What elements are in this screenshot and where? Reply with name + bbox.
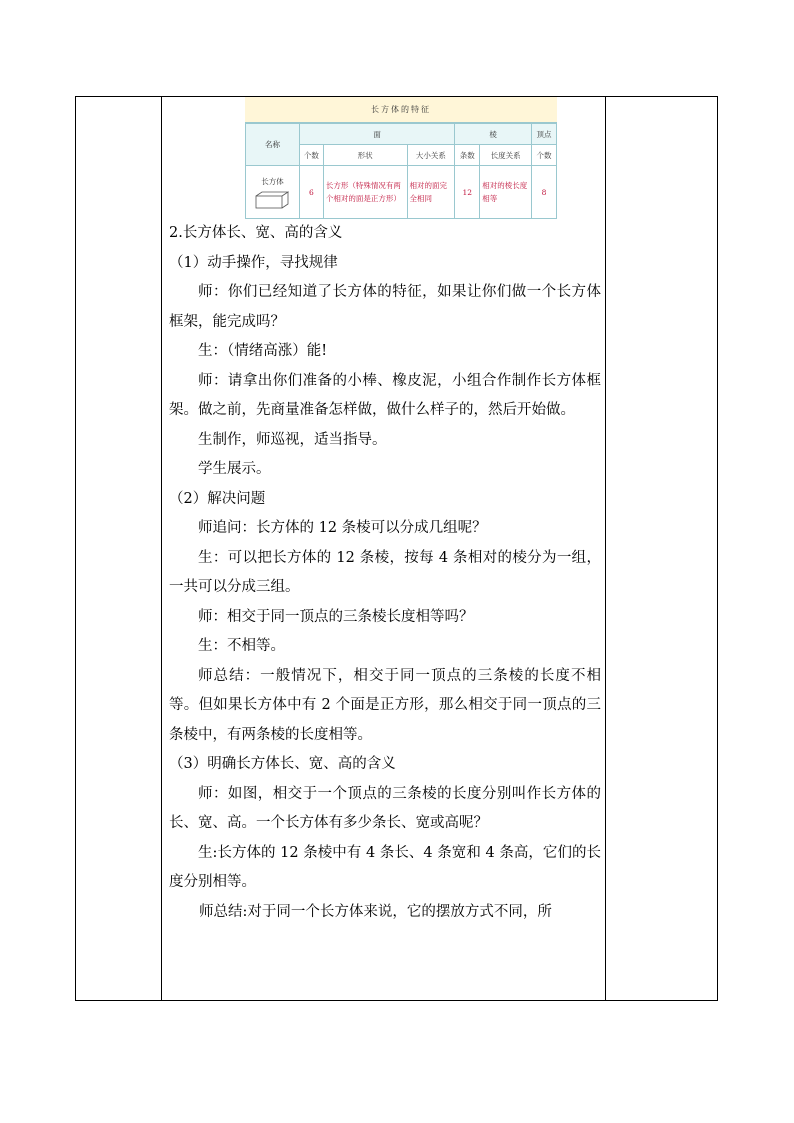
dialogue-paragraph: 师总结：一般情况下，相交于同一顶点的三条棱的长度不相等。但如果长方体中有 2 个面是正方形，那么相交于同一顶点的三条棱中，有两条棱的长度相等。 <box>169 667 601 743</box>
dialogue-paragraph: 学生展示。 <box>198 461 271 477</box>
dialogue-paragraph: 生:长方体的 12 条棱中有 4 条长、4 条宽和 4 条高，它们的长度分别相等。 <box>169 844 601 890</box>
cell-face-relation: 相对的面完全相同 <box>407 166 455 219</box>
dialogue-paragraph: 师：如图，相交于一个顶点的三条棱的长度分别叫作长方体的长、宽、高。一个长方体有多少条长、宽或高呢？ <box>169 785 601 831</box>
feature-table-title: 长方体的特征 <box>245 97 557 123</box>
subsection-heading: （1）动手操作，寻找规律 <box>169 254 338 271</box>
dialogue-paragraph: 生：（情绪高涨）能! <box>198 343 328 359</box>
column-divider-right <box>605 97 606 1000</box>
dialogue-paragraph: 生制作，师巡视，适当指导。 <box>198 431 387 448</box>
dialogue-paragraph: 生：不相等。 <box>198 638 285 654</box>
subsection-heading: （2）解决问题 <box>169 490 266 507</box>
dialogue-paragraph: 师追问：长方体的 12 条棱可以分成几组呢？ <box>198 520 487 536</box>
header-face: 面 <box>299 124 454 145</box>
header-edge-count: 条数 <box>455 145 480 166</box>
header-face-shape: 形状 <box>323 145 407 166</box>
cell-name <box>246 166 300 219</box>
subsection-heading: （3）明确长方体长、宽、高的含义 <box>169 756 396 772</box>
section-heading: 2.长方体长、宽、高的含义 <box>169 225 343 241</box>
lesson-table <box>75 96 718 1001</box>
table-row <box>246 166 557 219</box>
cell-vertex-count: 8 <box>532 166 557 219</box>
dialogue-paragraph: 师：请拿出你们准备的小棒、橡皮泥，小组合作制作长方体框架。做之前，先商量准备怎样做，做什么样子的，然后开始做。 <box>169 372 601 418</box>
header-edge-relation: 长度关系 <box>480 145 532 166</box>
dialogue-paragraph: 生：可以把长方体的 12 条棱，按每 4 条相对的棱分为一组，一共可以分成三组。 <box>169 549 601 595</box>
cell-edge-relation: 相对的棱长度相等 <box>480 166 532 219</box>
cell-edge-count: 12 <box>455 166 480 219</box>
cuboid-icon <box>255 191 289 209</box>
lesson-text <box>169 219 601 927</box>
dialogue-paragraph: 师：相交于同一顶点的三条棱长度相等吗？ <box>198 608 474 625</box>
header-vertex-count: 个数 <box>532 145 557 166</box>
feature-table-grid <box>245 123 557 219</box>
header-face-relation: 大小关系 <box>407 145 455 166</box>
cell-name-text: 长方体 <box>261 176 284 186</box>
dialogue-paragraph: 师：你们已经知道了长方体的特征，如果让你们做一个长方体框架，能完成吗？ <box>169 284 601 330</box>
header-vertex: 顶点 <box>532 124 557 145</box>
header-edge: 棱 <box>455 124 532 145</box>
cell-face-shape: 长方形（特殊情况有两个相对的面是正方形） <box>323 166 407 219</box>
header-face-count: 个数 <box>299 145 323 166</box>
cell-face-count: 6 <box>299 166 323 219</box>
lesson-content-cell <box>162 97 605 1000</box>
cuboid-feature-table <box>245 97 557 217</box>
dialogue-paragraph: 师总结:对于同一个长方体来说，它的摆放方式不同，所 <box>199 903 552 920</box>
header-name: 名称 <box>246 124 300 166</box>
